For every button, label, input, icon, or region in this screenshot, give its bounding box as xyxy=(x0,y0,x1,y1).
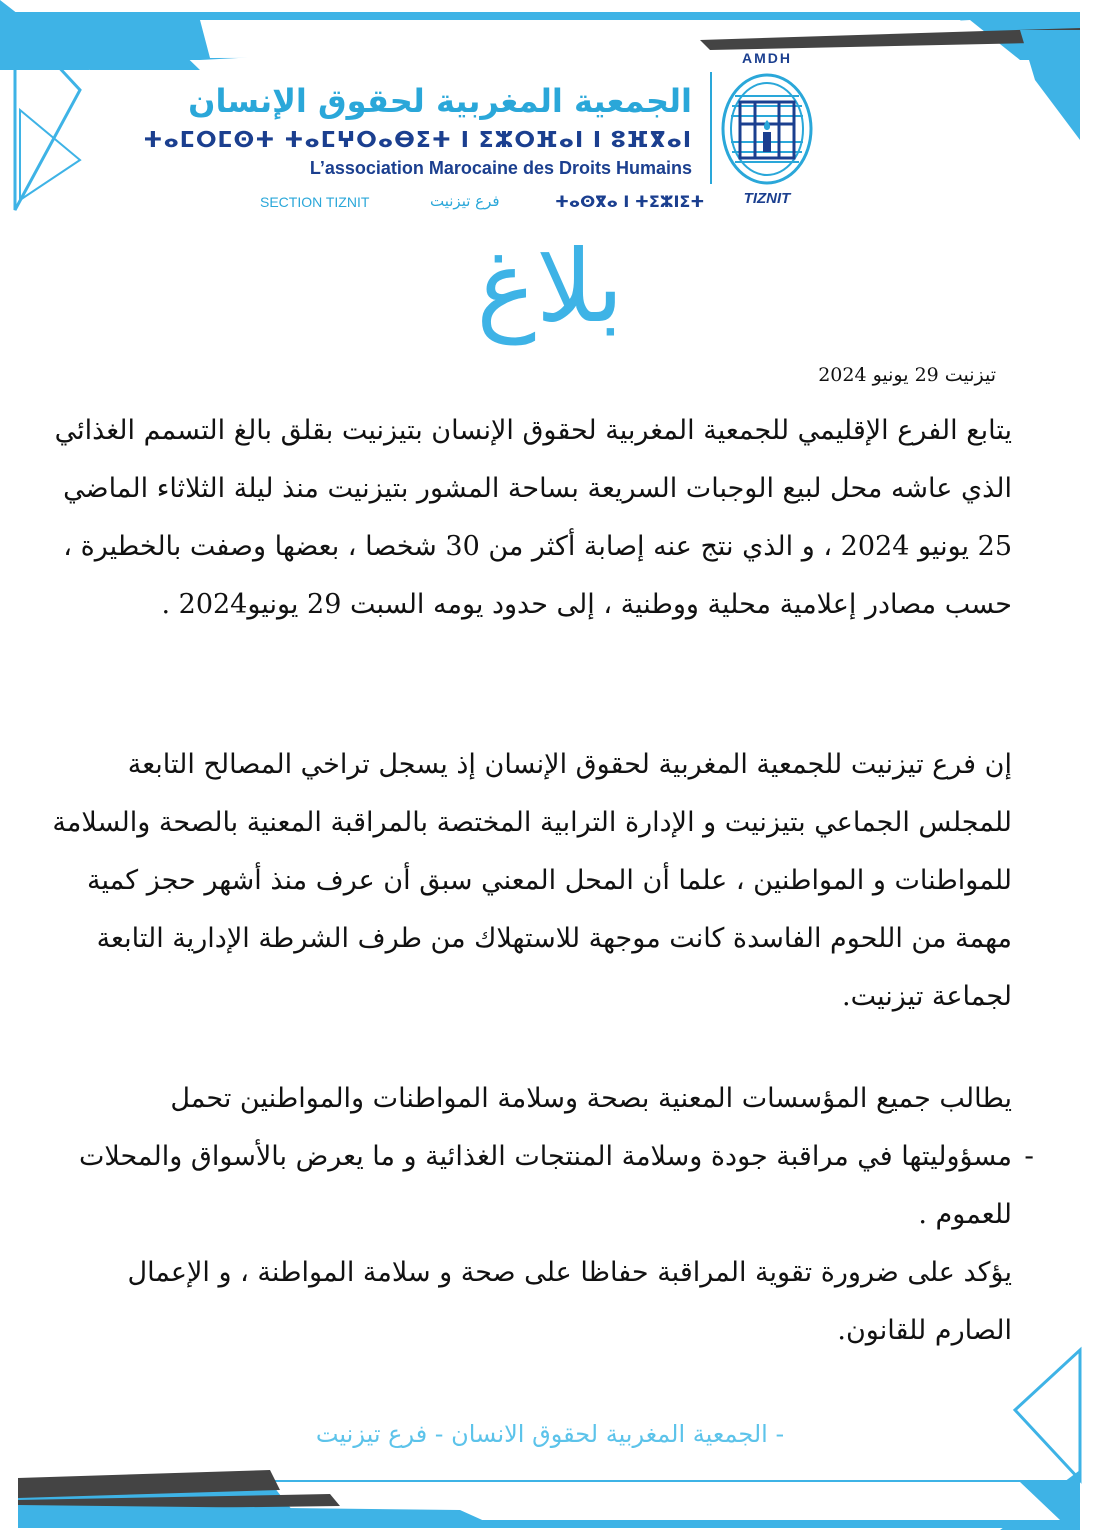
paragraph-3 xyxy=(50,1070,1034,1360)
section-name-tifinagh: ⵜⴰⵙⴳⴰ ⵏ ⵜⵉⵣⵏⵉⵜ xyxy=(555,192,705,211)
association-name-arabic: الجمعية المغربية لحقوق الإنسان xyxy=(188,82,692,120)
logo-top-text: AMDH xyxy=(742,50,792,66)
paragraph-2-text: إن فرع تيزنيت للجمعية المغربية لحقوق الإنسان إذ يسجل تراخي المصالح التابعة للمجلس الجماعي بتيزنيت و الإدارة الترابية المختصة بالمراقبة المعنية بالصحة والسلامة للمواطنات و المواطنين ، علما أن المحل المعني سبق أن عرف منذ أشهر حجز كمية مهمة من اللحوم الفاسدة كانت موجهة للاستهلاك من طرف الشرطة الإدارية التابعة لجماعة تيزنيت. xyxy=(52,749,1012,1012)
paragraph-3-intro: يطالب جميع المؤسسات المعنية بصحة وسلامة المواطنات والمواطنين تحمل xyxy=(170,1083,1012,1114)
section-name-arabic: فرع تيزنيت xyxy=(430,192,500,210)
list-item-text: مسؤوليتها في مراقبة جودة وسلامة المنتجات الغذائية و ما يعرض بالأسواق والمحلات للعموم . xyxy=(78,1141,1012,1230)
logo-bottom-text: TIZNIT xyxy=(743,190,791,207)
logo-emblem-icon xyxy=(720,72,814,186)
corner-band-top-right xyxy=(1020,30,1080,140)
list-item xyxy=(50,1128,1034,1244)
paragraph-1 xyxy=(50,402,1012,634)
footer-text: - الجمعية المغربية لحقوق الانسان - فرع تيزنيت xyxy=(315,1420,785,1448)
list-item xyxy=(50,1244,1012,1360)
paragraph-1-text: يتابع الفرع الإقليمي للجمعية المغربية لحقوق الإنسان بتيزنيت بقلق بالغ التسمم الغذائي الذي عاشه محل لبيع الوجبات السريعة بساحة المشور بتيزنيت منذ ليلة الثلاثاء الماضي 25 يونيو 2024 ، و الذي نتج عنه إصابة أكثر من 30 شخصا ، بعضها وصفت بالخطيرة ، حسب مصادر إعلامية محلية ووطنية ، إلى حدود يومه السبت 29 يونيو2024 . xyxy=(54,415,1012,620)
list-bullet: - xyxy=(1024,1141,1034,1172)
list-item-text: يؤكد على ضرورة تقوية المراقبة حفاظا على صحة و سلامة المواطنة ، و الإعمال الصارم للقانون. xyxy=(127,1257,1012,1346)
section-name-french: SECTION TIZNIT xyxy=(260,194,370,210)
paragraph-2 xyxy=(50,736,1012,1026)
document-date: تيزنيت 29 يونيو 2024 xyxy=(818,364,996,386)
amdh-logo xyxy=(712,50,822,210)
corner-triangle-right xyxy=(1015,1350,1080,1480)
document-title: بلاغ xyxy=(476,228,624,345)
association-name-french: L’association Marocaine des Droits Humains xyxy=(309,158,692,178)
association-name-tifinagh: ⵜⴰⵎⵔⵎⵙⵜ ⵜⴰⵎⵖⵔⴰⴱⵉⵜ ⵏ ⵉⵣⵔⴼⴰⵏ ⵏ ⵓⴼⴳⴰⵏ xyxy=(143,128,692,153)
